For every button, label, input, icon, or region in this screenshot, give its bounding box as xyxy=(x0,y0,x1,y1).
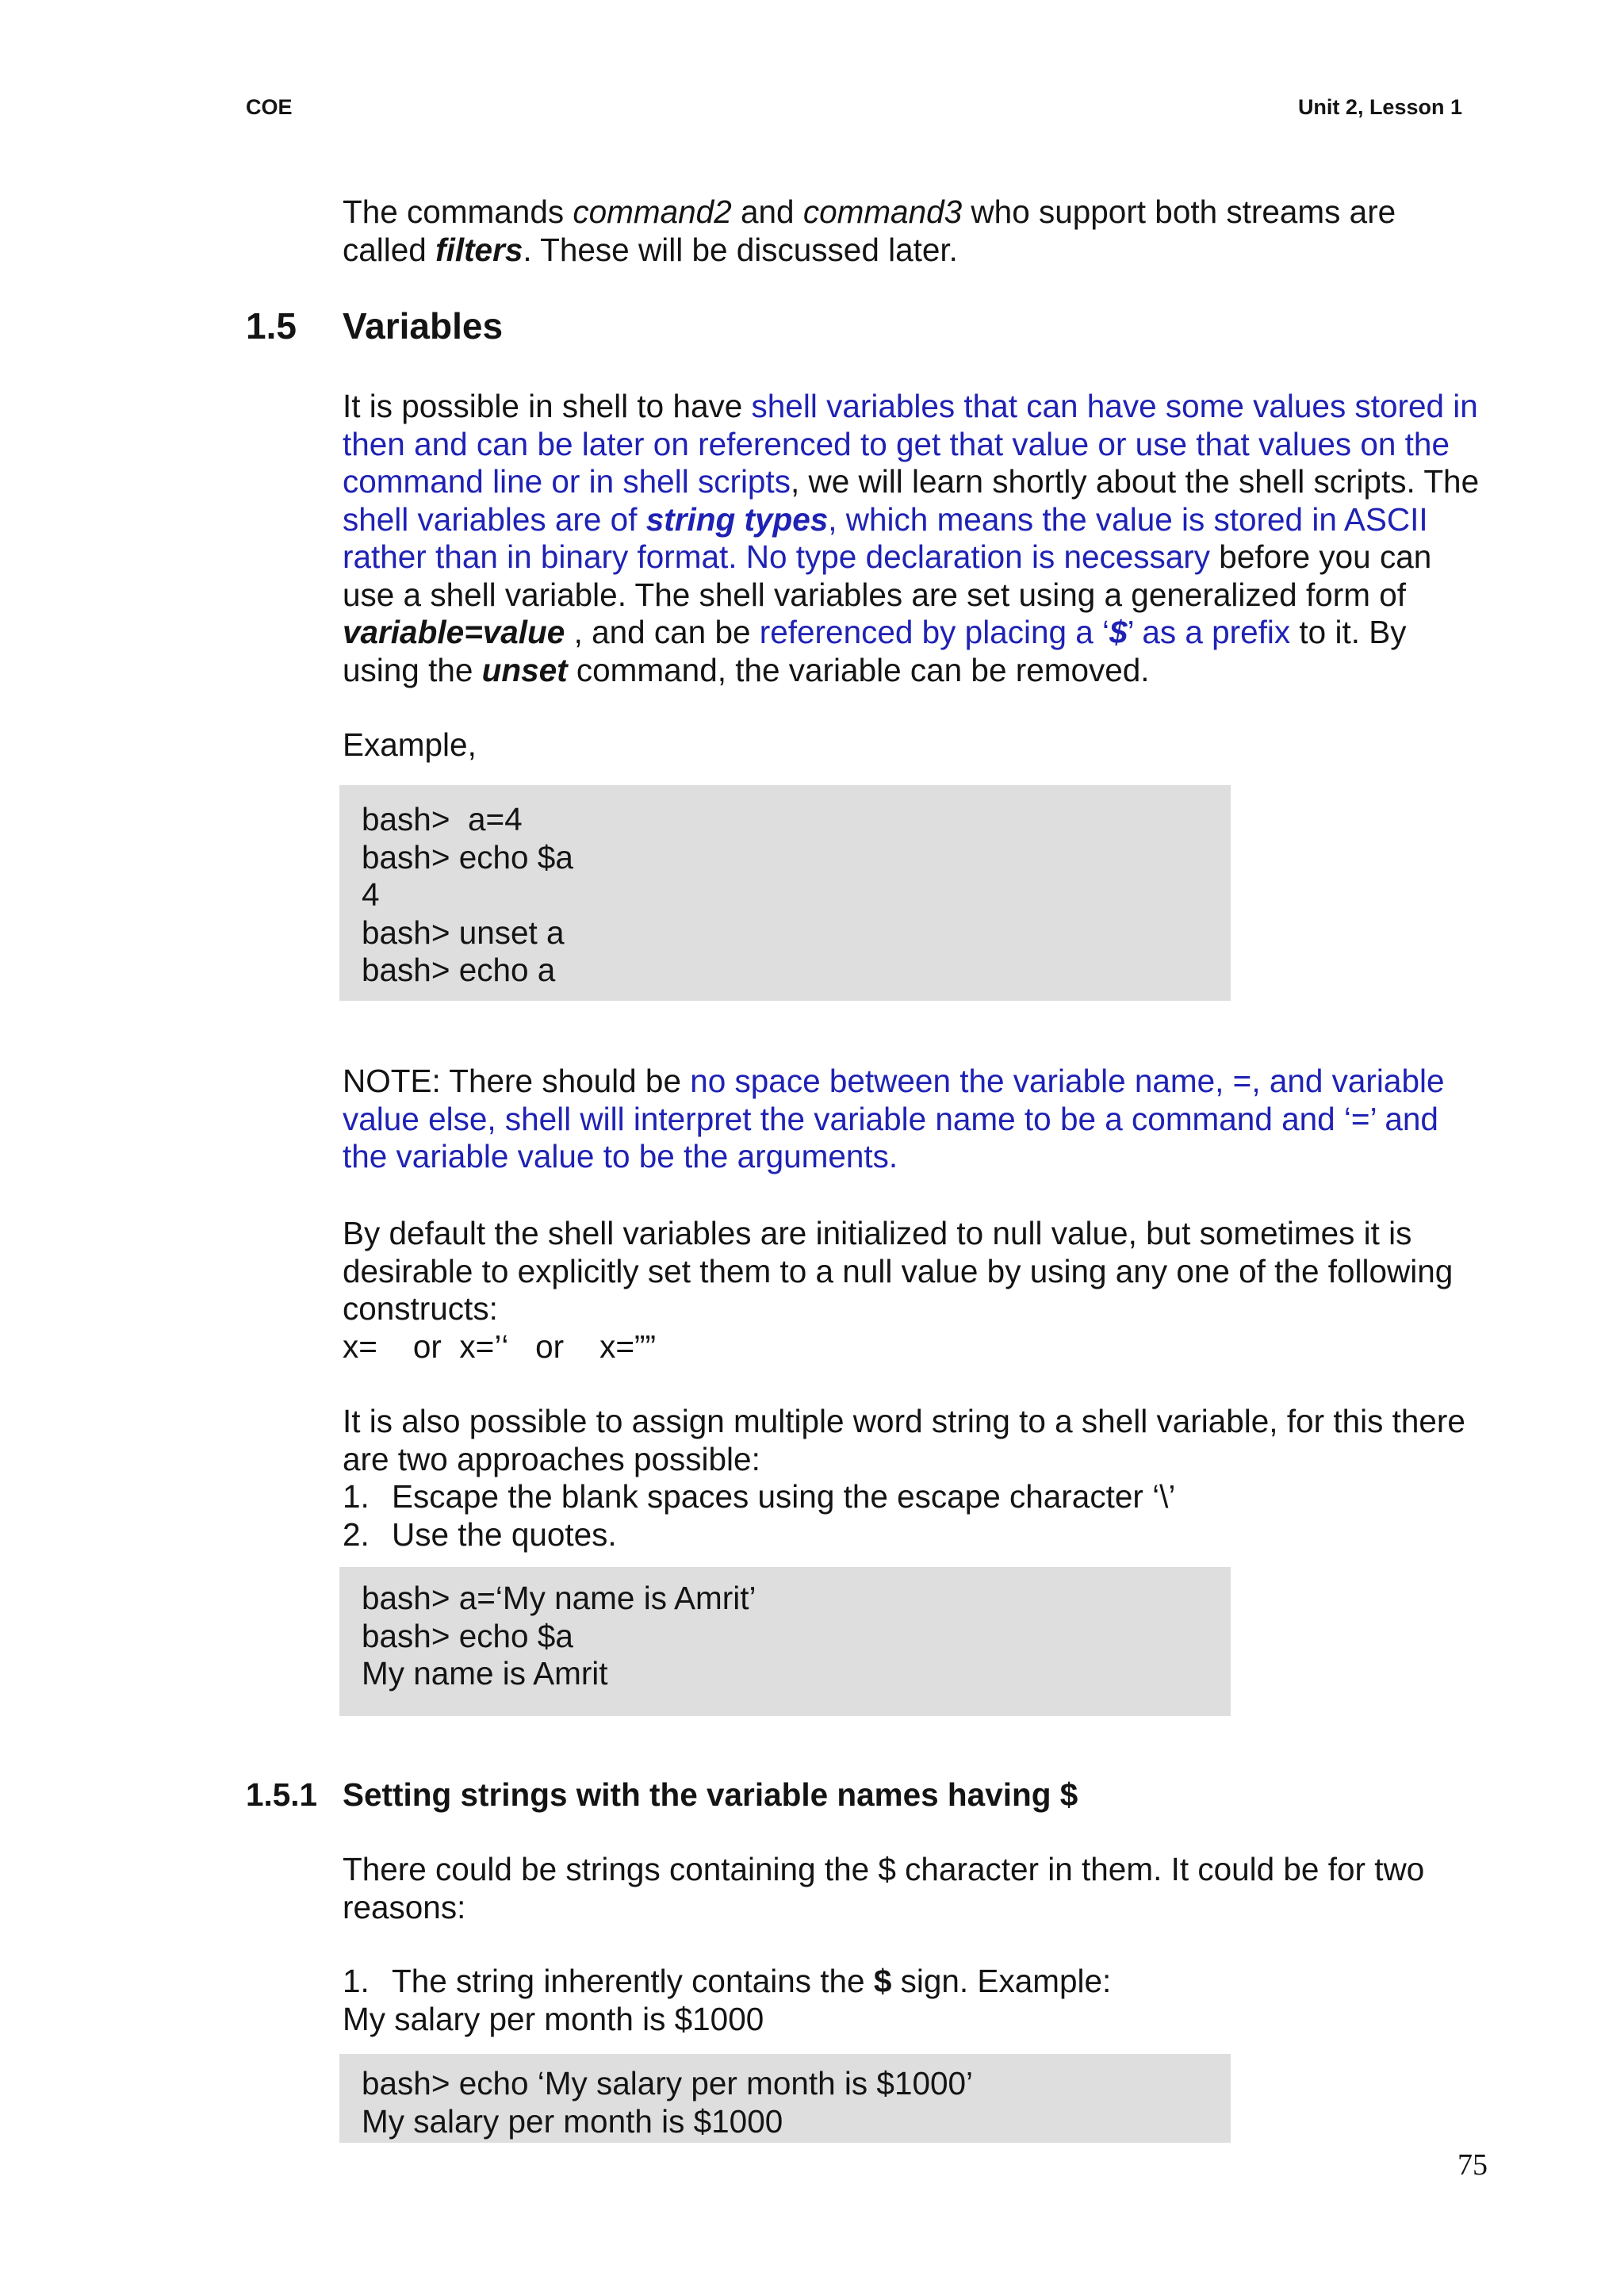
code-line: bash> echo $a xyxy=(362,1617,573,1654)
string-types-term: string types xyxy=(645,500,829,538)
dollar-sign: $ xyxy=(1109,614,1128,650)
null-constructs: x= or x=’‘ or x=”” xyxy=(343,1328,656,1365)
example-label: Example, xyxy=(343,726,477,763)
page-number: 75 xyxy=(1457,2148,1488,2182)
filters-term: filters xyxy=(435,231,523,268)
multiword-paragraph: It is also possible to assign multiple word string to a shell variable, for this there are two approaches possible: 1. Escape the blank spaces using the escape character ‘\’ 2. Use the quotes. xyxy=(343,1403,1484,1554)
list-item: 1. Escape the blank spaces using the escape character ‘\’ xyxy=(343,1478,1176,1515)
null-value-paragraph: By default the shell variables are initialized to null value, but sometimes it is desirable to explicitly set them to a null value by using any one of the following constructs: x= or x=’‘ or x=”” xyxy=(343,1215,1454,1365)
code-block-2 xyxy=(339,1567,1231,1716)
header-course: COE xyxy=(246,95,293,119)
code-line: bash> echo $a xyxy=(362,838,573,875)
section-number: 1.5 xyxy=(246,305,297,347)
subsection-title: Setting strings with the variable names having $ xyxy=(343,1776,1078,1813)
code-line: bash> a=‘My name is Amrit’ xyxy=(362,1580,756,1616)
section-title: Variables xyxy=(343,305,504,347)
code-line: bash> unset a xyxy=(362,914,565,951)
code-line: bash> echo a xyxy=(362,952,556,988)
unset-term: unset xyxy=(481,651,568,688)
code-line: bash> a=4 xyxy=(362,801,523,837)
reason-paragraph xyxy=(343,1963,1484,2038)
variable-value-form: variable=value xyxy=(343,614,565,650)
variables-paragraph: It is possible in shell to have shell variables that can have some values stored in then and can be later on referenced to get that value or use that values on the command line or in shell scripts, we will learn shortly about the shell scripts. The shell variables are of string types, which means the value is stored in ASCII rather than in binary format. No type declaration is necessary before you can use a shell variable. The shell variables are set using a generalized form of variable=value , and can be referenced by placing a ‘$’ as a prefix to it. By using the unset command, the variable can be removed. xyxy=(343,388,1480,688)
subsection-number: 1.5.1 xyxy=(246,1776,318,1813)
code-line: My salary per month is $1000 xyxy=(362,2102,783,2140)
list-item: 1. The string inherently contains the $ sign. Example: xyxy=(343,1963,1112,1999)
code-line: 4 xyxy=(362,876,380,913)
code-line: bash> echo ‘My salary per month is $1000’ xyxy=(362,2065,974,2102)
code-line: My name is Amrit xyxy=(362,1655,608,1692)
list-item: 2. Use the quotes. xyxy=(343,1515,617,1553)
salary-line: My salary per month is $1000 xyxy=(343,2000,764,2037)
code-block-3 xyxy=(339,2054,1231,2143)
note-paragraph: NOTE: There should be no space between the variable name, =, and variable value else, shell will interpret the variable name to be a command and ‘=’ and the variable value to be the arguments. xyxy=(343,1063,1445,1174)
intro-paragraph: The commands command2 and command3 who support both streams are called filters. These will be discussed later. xyxy=(343,193,1396,268)
command2-term: command2 xyxy=(573,193,732,230)
header-unit-lesson: Unit 2, Lesson 1 xyxy=(1297,95,1462,119)
dollar-sign: $ xyxy=(873,1963,892,1999)
dollar-strings-paragraph: There could be strings containing the $ character in them. It could be for two reasons: xyxy=(343,1851,1425,1925)
command3-term: command3 xyxy=(802,193,963,230)
code-block-1 xyxy=(339,785,1231,1001)
